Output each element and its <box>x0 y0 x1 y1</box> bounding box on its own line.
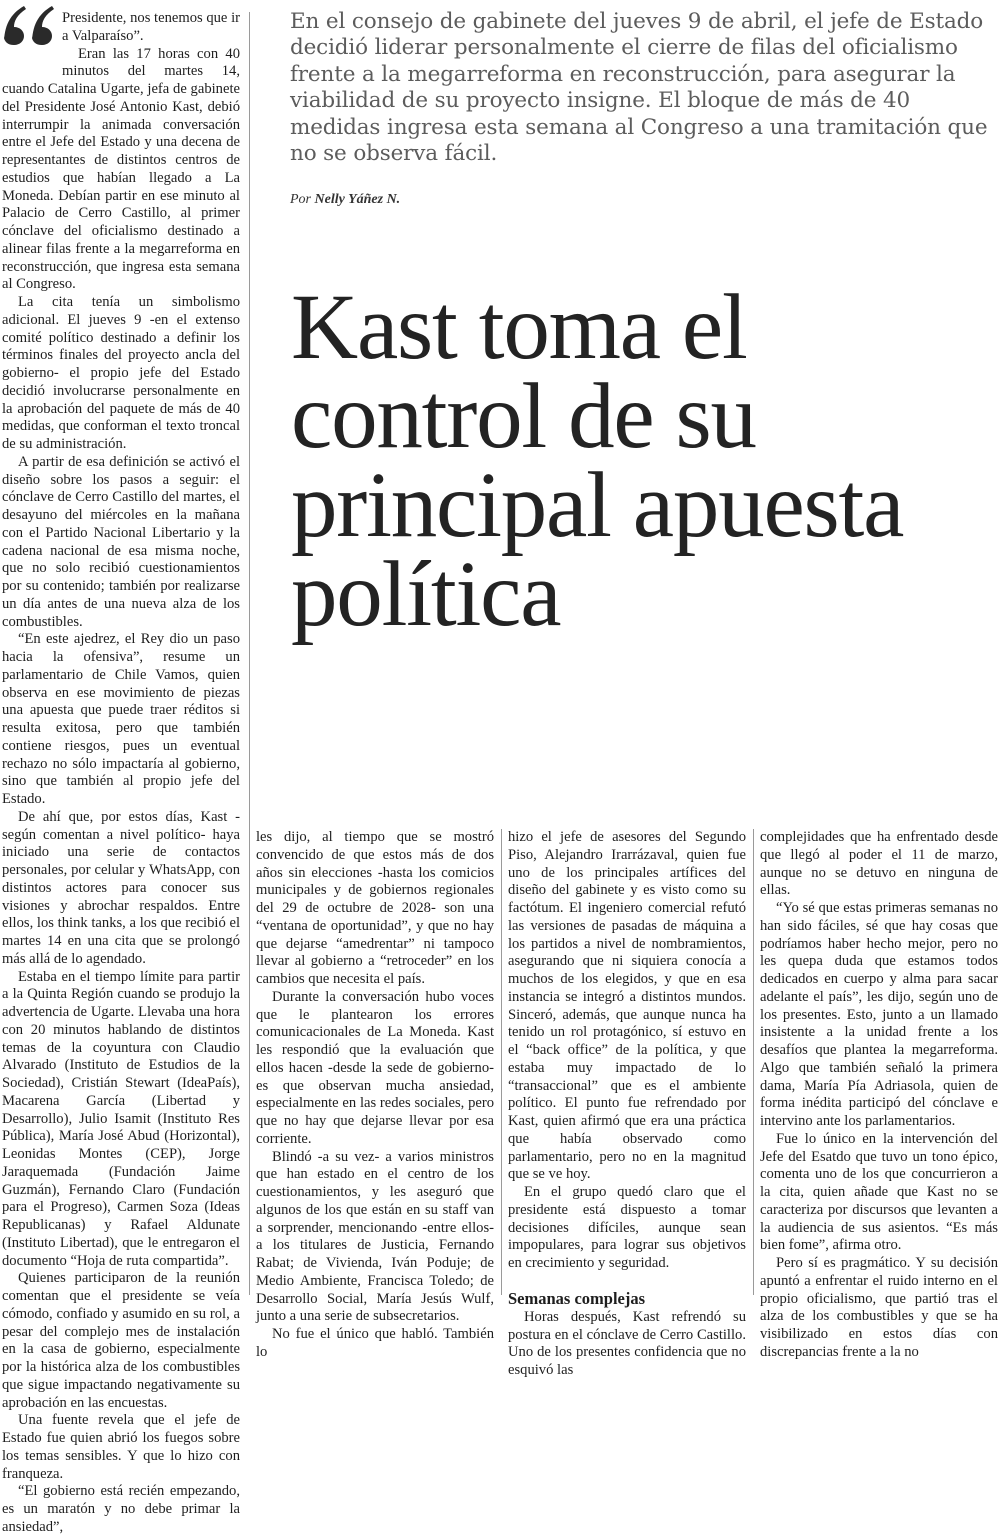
paragraph: Quienes participaron de la reunión comentan que el presidente se veía cómodo, confiado y asumido en su rol, a pesar del complejo mes de instalación en la casa de gobierno, especialmente por la histórica alza de los combustibles que sigue impactando negativamente su aprobación en las encuestas. <box>2 1270 240 1411</box>
byline <box>290 192 400 208</box>
paragraph: Estaba en el tiempo límite para partir a la Quinta Región cuando se produjo la advertencia de Ugarte. Llevaba una hora con 20 minutos hablando de distintos temas de la coyuntura con Claudio Alvarado (Instituto de Estudios de la Sociedad), Cristián Stewart (IdeaPaís), Macarena García (Libertad y Desarrollo), Julio Isamit (Instituto Res Pública), María José Abud (Horizontal), Leonidas Montes (CEP), Jorge Jaraquemada (Fundación Jaime Guzmán), Fernando Claro (Fundación para el Progreso), Carmen Soza (Ideas Republicanas) y Rafael Aldunate (Instituto Libertad), que le entregaron el documento “Hoja de ruta compartida”. <box>2 968 240 1269</box>
paragraph: Presidente, nos tenemos que ir a Valparaíso”. <box>62 10 240 44</box>
column-divider <box>753 829 754 1295</box>
column-divider <box>501 829 502 1295</box>
subheading: Semanas complejas <box>508 1288 646 1308</box>
paragraph: Una fuente revela que el jefe de Estado fue quien abrió los fuegos sobre los temas sensibles. Y que lo hizo con franqueza. <box>2 1412 240 1482</box>
paragraph: A partir de esa definición se activó el diseño sobre los pasos a seguir: el cónclave de Cerro Castillo del martes, el desayuno del miércoles en la mañana con el Partido Nacional Libertario y la cadena nacional de esa misma noche, que no solo recibió cuestionamientos por su contenido; también por realizarse un día antes de una nueva alza de los combustibles. <box>2 453 240 630</box>
text-column-4 <box>760 829 998 1362</box>
column-divider <box>249 12 250 1295</box>
paragraph: les dijo, al tiempo que se mostró convencido de que estos más de dos años sin elecciones -hasta los comicios municipales y de gobiernos regionales del 29 de octubre de 2028- son una “ventana de oportunidad”, y que no hay que dejarse “amedrentar” ni tampoco llevar al gobierno a “retroceder” en los cambios que necesita el país. <box>256 829 494 987</box>
paragraph: La cita tenía un simbolismo adicional. El jueves 9 -en el extenso comité político destinado a definir los términos finales del proyecto ancla del gobierno- el propio jefe del Estado decidió involucrarse personalmente en la aprobación del paquete de más de 40 medidas, que conforman el texto troncal de su administración. <box>2 294 240 452</box>
paragraph: Fue lo único en la intervención del Jefe del Esatdo que tuvo un tono épico, comenta uno de los que concurrieron a la cita, quien añade que Kast no se caracteriza por discursos que levanten a la audiencia de sus asientos. “Es más bien fome”, afirma otro. <box>760 1130 998 1254</box>
paragraph: “Yo sé que estas primeras semanas no han sido fáciles, sé que hay cosas que podríamos haber hecho mejor, pero no les quepa duda que estamos todos dedicados en cuerpo y alma para sacar adelante el país”, les dijo, según uno de los presentes. Esto, junto a un llamado insistente a la unidad frente a los desafíos que plantea la megarreforma. Algo que también señaló la primera dama, María Pía Adriasola, quien de forma inédita participó del cónclave e intervino ante los parlamentarios. <box>760 900 998 1129</box>
text-column-3 <box>508 829 746 1380</box>
paragraph: “El gobierno está recién empezando, es un maratón y no debe primar la ansiedad”, <box>2 1483 240 1535</box>
byline-prefix: Por <box>290 192 311 207</box>
paragraph: En el grupo quedó claro que el presidente está dispuesto a tomar decisiones difíciles, aunque sean impopulares, para lograr sus objetivos en crecimiento y seguridad. <box>508 1184 746 1271</box>
paragraph: No fue el único que habló. También lo <box>256 1326 494 1360</box>
paragraph: “En este ajedrez, el Rey dio un paso hacia la ofensiva”, resume un parlamentario de Chile Vamos, quien observa en ese movimiento de piezas una apuesta que puede traer réditos si resulta exitosa, pero que también contiene riesgos, pues un eventual rechazo no sólo impactaría al gobierno, sino que también al propio jefe del Estado. <box>2 631 240 807</box>
paragraph: De ahí que, por estos días, Kast -según comentan a nivel político- haya iniciado una serie de contactos personales, por celular y WhatsApp, con distintos actores para conocer sus visiones y abrochar respaldos. Entre ellos, los think tanks, a los que recibió el martes 14 en una cita que se prolongó más allá de lo agendado. <box>2 808 240 967</box>
paragraph: hizo el jefe de asesores del Segundo Piso, Alejandro Irarrázaval, quien fue uno de los principales artífices del diseño del gabinete y es visto como su factótum. El ingeniero comercial refutó las versiones de pasadas de máquina a los partidos a nivel de nombramientos, asegurando que ni siquiera conocía a muchos de los elegidos, y que en esa instancia se integró a distintos mundos. Sinceró, además, que aunque nunca ha tenido un rol protagónico, sí estuvo en el “back office” de la política, y que estaba muy impactado de lo “transaccional” que es el ambiente político. El punto fue refrendado por Kast, quien afirmó que era una práctica que había observado como parlamentario, pero no en la magnitud que se ve hoy. <box>508 829 746 1183</box>
paragraph: Durante la conversación hubo voces que le plantearon los errores comunicacionales de La Moneda. Kast les respondió que la evaluación que ellos hacen -desde la sede de gobierno- es que observan mucha ansiedad, especialmente en las redes sociales, pero que no hay que dejarse llevar por esa corriente. <box>256 988 494 1147</box>
paragraph: Eran las 17 horas con 40 minutos del martes 14, cuando Catalina Ugarte, jefa de gabinete del Presidente José Antonio Kast, debió interrumpir la animada conversación entre el Jefe del Estado y una decena de representantes de distintos centros de estudios que habían llegado a La Moneda. Debían partir en ese minuto al Palacio de Cerro Castillo, al primer cónclave del oficialismo destinado a alinear filas frente a la megarreforma en reconstrucción, que ingresa esta semana al Congreso. <box>2 45 240 293</box>
text-column-1 <box>2 10 240 1537</box>
byline-author: Nelly Yáñez N. <box>314 192 401 207</box>
text-column-2 <box>256 829 494 1362</box>
headline: Kast toma el control de su principal apuesta política <box>291 276 904 646</box>
paragraph: Pero sí es pragmático. Y su decisión apuntó a enfrentar el ruido interno en el propio oficialismo, que partió tras el alza de los combustibles y que se ha visibilizado en estos días con discrepancias frente a la no <box>760 1255 998 1360</box>
paragraph: complejidades que ha enfrentado desde que llegó al poder el 11 de marzo, aunque no se detuvo en ninguna de ellas. <box>760 829 998 899</box>
article-lede: En el consejo de gabinete del jueves 9 de abril, el jefe de Estado decidió liderar personalmente el cierre de filas del oficialismo frente a la megarreforma en reconstrucción, para asegurar la viabilidad de su proyecto insigne. El bloque de más de 40 medidas ingresa esta semana al Congreso a una tramitación que no se observa fácil. <box>290 9 988 167</box>
paragraph: Blindó -a su vez- a varios ministros que han estado en el centro de los cuestionamientos, y les aseguró que algunos de los que están en su staff van a sorprender, mencionando -entre ellos- a los titulares de Justicia, Fernando Rabat; de Vivienda, Iván Poduje; de Medio Ambiente, Francisca Toledo; de Desarrollo Social, María Jesús Wulf, junto a una serie de subsecretarios. <box>256 1148 494 1325</box>
paragraph: Horas después, Kast refrendó su postura en el cónclave de Cerro Castillo. Uno de los presentes confidencia que no esquivó las <box>508 1308 746 1378</box>
